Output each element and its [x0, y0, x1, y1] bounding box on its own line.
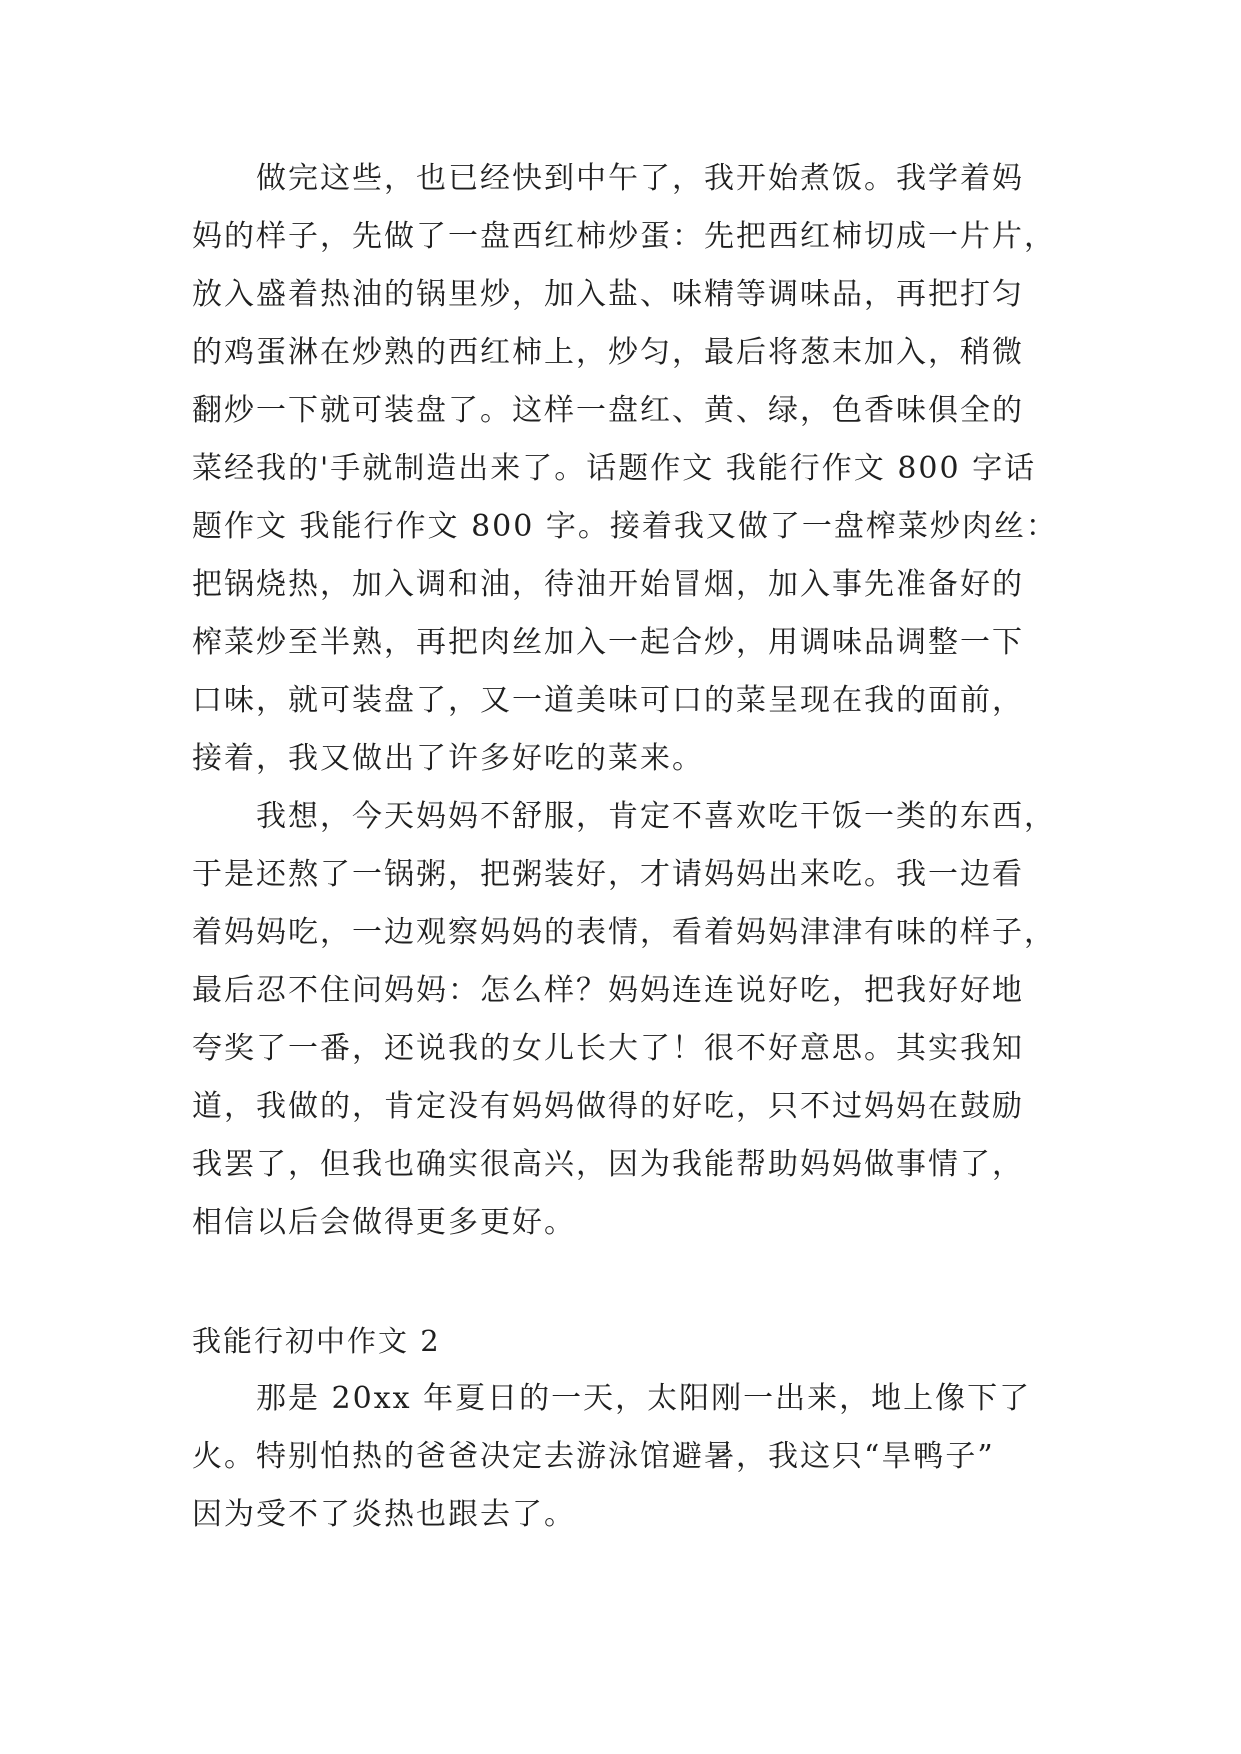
paragraph-line: 那是 20xx 年夏日的一天，太阳刚一出来，地上像下了 [256, 1381, 1032, 1416]
paragraph-line: 接着，我又做出了许多好吃的菜来。 [192, 741, 704, 776]
paragraph-line: 夸奖了一番，还说我的女儿长大了！很不好意思。其实我知 [192, 1031, 1024, 1066]
paragraph-line: 妈的样子，先做了一盘西红柿炒蛋：先把西红柿切成一片片， [192, 219, 1056, 254]
paragraph-line: 道，我做的，肯定没有妈妈做得的好吃，只不过妈妈在鼓励 [192, 1089, 1024, 1124]
paragraph-line: 我想，今天妈妈不舒服，肯定不喜欢吃干饭一类的东西， [256, 799, 1056, 834]
paragraph-line: 做完这些，也已经快到中午了，我开始煮饭。我学着妈 [256, 161, 1024, 196]
paragraph-line: 因为受不了炎热也跟去了。 [192, 1497, 576, 1532]
paragraph-line: 最后忍不住问妈妈：怎么样？妈妈连连说好吃，把我好好地 [192, 973, 1024, 1008]
document-page [192, 150, 1062, 1544]
paragraph-line: 于是还熬了一锅粥，把粥装好，才请妈妈出来吃。我一边看 [192, 857, 1024, 892]
paragraph-line: 菜经我的'手就制造出来了。话题作文 我能行作文 800 字话 [192, 451, 1037, 486]
paragraph-line: 着妈妈吃，一边观察妈妈的表情，看着妈妈津津有味的样子， [192, 915, 1056, 950]
paragraph-line: 把锅烧热，加入调和油，待油开始冒烟，加入事先准备好的 [192, 567, 1024, 602]
section-gap [192, 1252, 1062, 1312]
paragraph-1 [192, 150, 1062, 788]
paragraph-line: 口味，就可装盘了，又一道美味可口的菜呈现在我的面前， [192, 683, 1024, 718]
paragraph-line: 翻炒一下就可装盘了。这样一盘红、黄、绿，色香味俱全的 [192, 393, 1024, 428]
paragraph-line: 我罢了，但我也确实很高兴，因为我能帮助妈妈做事情了， [192, 1147, 1024, 1182]
paragraph-line: 题作文 我能行作文 800 字。接着我又做了一盘榨菜炒肉丝： [192, 509, 1058, 544]
paragraph-2 [192, 788, 1062, 1252]
paragraph-line: 放入盛着热油的锅里炒，加入盐、味精等调味品，再把打匀 [192, 277, 1024, 312]
paragraph-line: 的鸡蛋淋在炒熟的西红柿上，炒匀，最后将葱末加入，稍微 [192, 335, 1024, 370]
section-heading: 我能行初中作文 2 [192, 1324, 441, 1358]
paragraph-line: 火。特别怕热的爸爸决定去游泳馆避暑，我这只“旱鸭子” [192, 1439, 995, 1474]
paragraph-3 [192, 1370, 1062, 1544]
paragraph-line: 相信以后会做得更多更好。 [192, 1205, 576, 1240]
paragraph-line: 榨菜炒至半熟，再把肉丝加入一起合炒，用调味品调整一下 [192, 625, 1024, 660]
